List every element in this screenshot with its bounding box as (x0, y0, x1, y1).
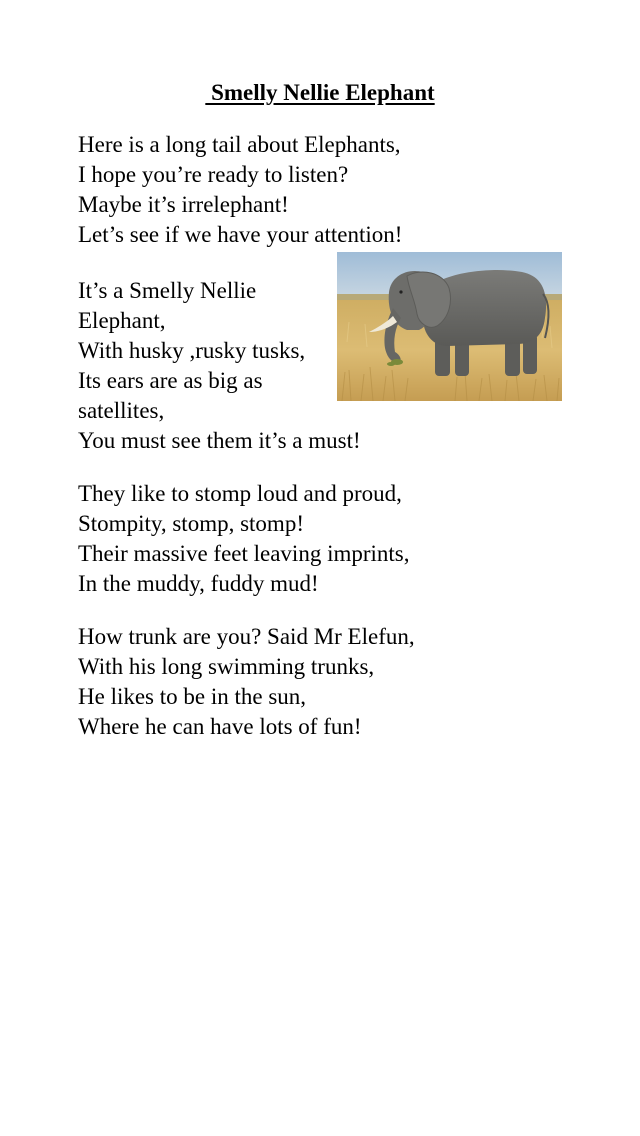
poem-line: I hope you’re ready to listen? (78, 162, 349, 187)
poem-line: In the muddy, fuddy mud! (78, 571, 319, 596)
poem-line: With husky ,rusky tusks, (78, 338, 306, 363)
poem-line: How trunk are you? Said Mr Elefun, (78, 624, 415, 649)
poem-line: Elephant, (78, 308, 166, 333)
poem-line: Its ears are as big as (78, 368, 263, 393)
poem-line: Where he can have lots of fun! (78, 714, 362, 739)
poem-line: Here is a long tail about Elephants, (78, 132, 401, 157)
poem-line: Let’s see if we have your attention! (78, 222, 403, 247)
poem-line: You must see them it’s a must! (78, 428, 361, 453)
poem-line: It’s a Smelly Nellie (78, 278, 257, 303)
stanza-1 (78, 130, 402, 250)
poem-line: satellites, (78, 398, 165, 423)
poem-title: Smelly Nellie Elephant (205, 80, 435, 105)
poem-line: With his long swimming trunks, (78, 654, 375, 679)
poem-line: Maybe it’s irrelephant! (78, 192, 289, 217)
stanza-2 (78, 276, 361, 456)
elephant-icon (337, 252, 562, 401)
poem-line: Stompity, stomp, stomp! (78, 511, 304, 536)
poem-line: Their massive feet leaving imprints, (78, 541, 410, 566)
poem-line: They like to stomp loud and proud, (78, 481, 402, 506)
stanza-4 (78, 622, 415, 742)
elephant-photo (337, 252, 562, 401)
poem-line: He likes to be in the sun, (78, 684, 307, 709)
stanza-3 (78, 479, 410, 599)
